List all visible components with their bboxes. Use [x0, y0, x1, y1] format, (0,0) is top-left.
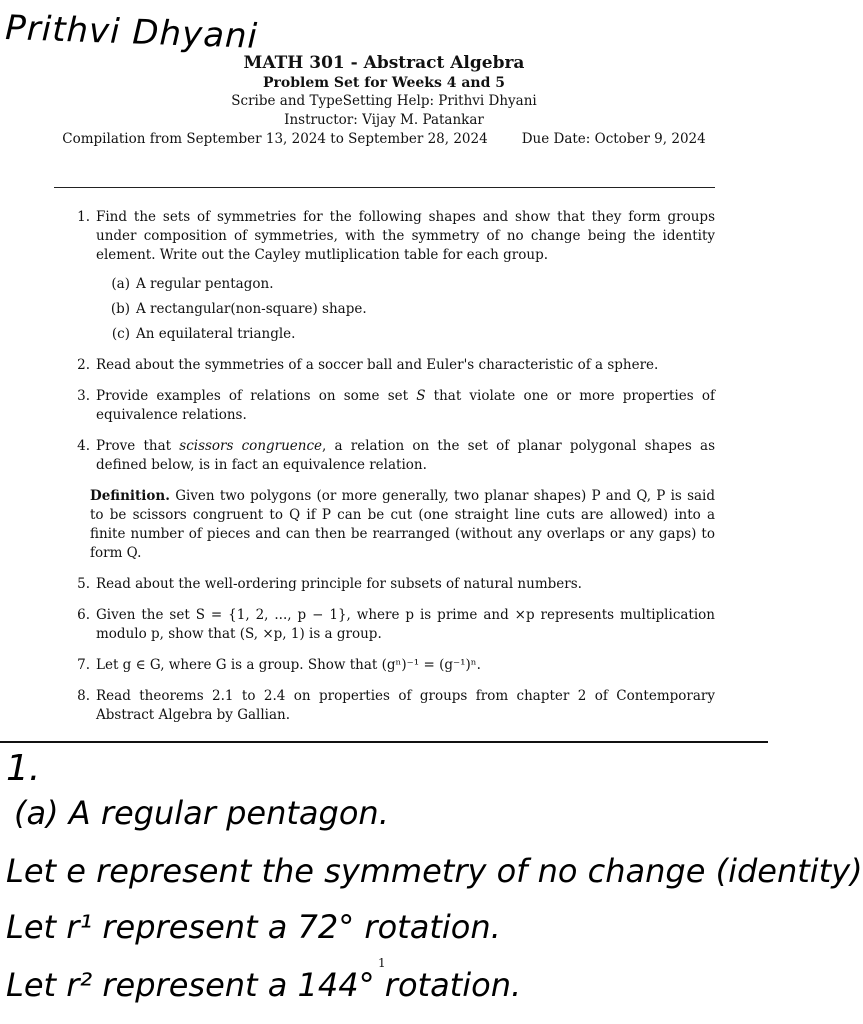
problem-text: Read about the well-ordering principle for subsets of natural numbers. — [96, 576, 582, 592]
problem-item — [62, 208, 715, 344]
problem-item — [62, 575, 715, 594]
problem-set-subtitle: Problem Set for Weeks 4 and 5 — [262, 75, 506, 91]
emphasized-term: scissors congruence — [179, 438, 323, 454]
handwritten-answer-number: 1. — [6, 748, 41, 789]
scribe-line: Scribe and TypeSetting Help: Prithvi Dhyani — [231, 93, 537, 109]
problem-text-part: Prove that — [96, 438, 180, 454]
answer-divider — [0, 741, 768, 743]
problem-text: Given the set S = {1, 2, ..., p − 1}, where p is prime and ×p represents multiplication modulo p, show that (S, ×p, 1) is a group. — [96, 607, 715, 642]
definition-text: Given two polygons (or more generally, two planar shapes) P and Q, P is said to be scissors congruent to Q if P can be cut (one straight line cuts are allowed) into a finite number of pieces and can then be rearranged (without any overlaps or any gaps) to form Q. — [90, 488, 715, 561]
problem-number: 3. — [77, 388, 90, 404]
subpart-text: A rectangular(non-square) shape. — [136, 301, 367, 317]
problem-number: 8. — [77, 688, 90, 704]
problem-item — [62, 656, 715, 675]
problem-text: Let g ∈ G, where G is a group. Show that (gⁿ)⁻¹ = (g⁻¹)ⁿ. — [96, 657, 481, 673]
handwritten-name: Prithvi Dhyani — [4, 8, 259, 57]
problem-number: 2. — [77, 357, 90, 373]
problem-number: 7. — [77, 657, 90, 673]
problem-text-part: that violate one or more properties of equivalence relations. — [96, 388, 716, 423]
subpart-list — [96, 275, 715, 344]
compilation-dates: Compilation from September 13, 2024 to September 28, 2024 — [62, 131, 488, 147]
handwritten-answer-line: Let r¹ represent a 72° rotation. — [6, 908, 501, 946]
instructor-line: Instructor: Vijay M. Patankar — [284, 112, 484, 128]
problem-text-part: Provide examples of relations on some set — [96, 388, 417, 404]
problem-number: 6. — [77, 607, 90, 623]
problem-text — [96, 387, 715, 425]
due-date: Due Date: October 9, 2024 — [521, 131, 706, 147]
subpart-text: A regular pentagon. — [136, 276, 274, 292]
handwritten-answer-line: Let e represent the symmetry of no change (identity) — [6, 852, 863, 890]
subpart-item — [96, 300, 715, 319]
handwritten-answer-line: Let r² represent a 144° rotation. — [6, 966, 522, 1004]
problem-item — [62, 437, 715, 475]
problem-list — [62, 208, 715, 737]
problem-text: Read about the symmetries of a soccer ball and Euler's characteristic of a sphere. — [96, 357, 659, 373]
problem-number: 1. — [77, 209, 90, 225]
document-header — [54, 52, 714, 149]
course-title: MATH 301 - Abstract Algebra — [243, 53, 525, 73]
problem-text-part: , a relation on the set of planar polygonal shapes as defined below, is in fact an equivalence relation. — [96, 438, 716, 473]
subpart-label: (a) — [111, 276, 130, 292]
header-divider — [54, 187, 715, 188]
subpart-label: (c) — [111, 326, 130, 342]
problem-item — [62, 356, 715, 375]
problem-text — [96, 437, 715, 475]
handwritten-answer-subpart: (a) A regular pentagon. — [14, 794, 389, 832]
subpart-item — [96, 325, 715, 344]
problem-text: Read theorems 2.1 to 2.4 on properties of groups from chapter 2 of Contemporary Abstract Algebra by Gallian. — [96, 688, 715, 723]
problem-number: 4. — [77, 438, 90, 454]
subpart-item — [96, 275, 715, 294]
problem-item — [62, 387, 715, 425]
problem-number: 5. — [77, 576, 90, 592]
math-variable: S — [416, 388, 426, 404]
page-number: 1 — [378, 956, 386, 970]
problem-item — [62, 687, 715, 725]
problem-item — [62, 606, 715, 644]
subpart-label: (b) — [110, 301, 130, 317]
problem-text: Find the sets of symmetries for the following shapes and show that they form groups under composition of symmetries, with the symmetry of no change being the identity element. Write out the Cayley mutliplication table for each group. — [96, 209, 715, 263]
definition-label: Definition. — [90, 488, 170, 504]
dates-line — [54, 130, 714, 149]
definition-block — [90, 487, 715, 563]
subpart-text: An equilateral triangle. — [136, 326, 296, 342]
